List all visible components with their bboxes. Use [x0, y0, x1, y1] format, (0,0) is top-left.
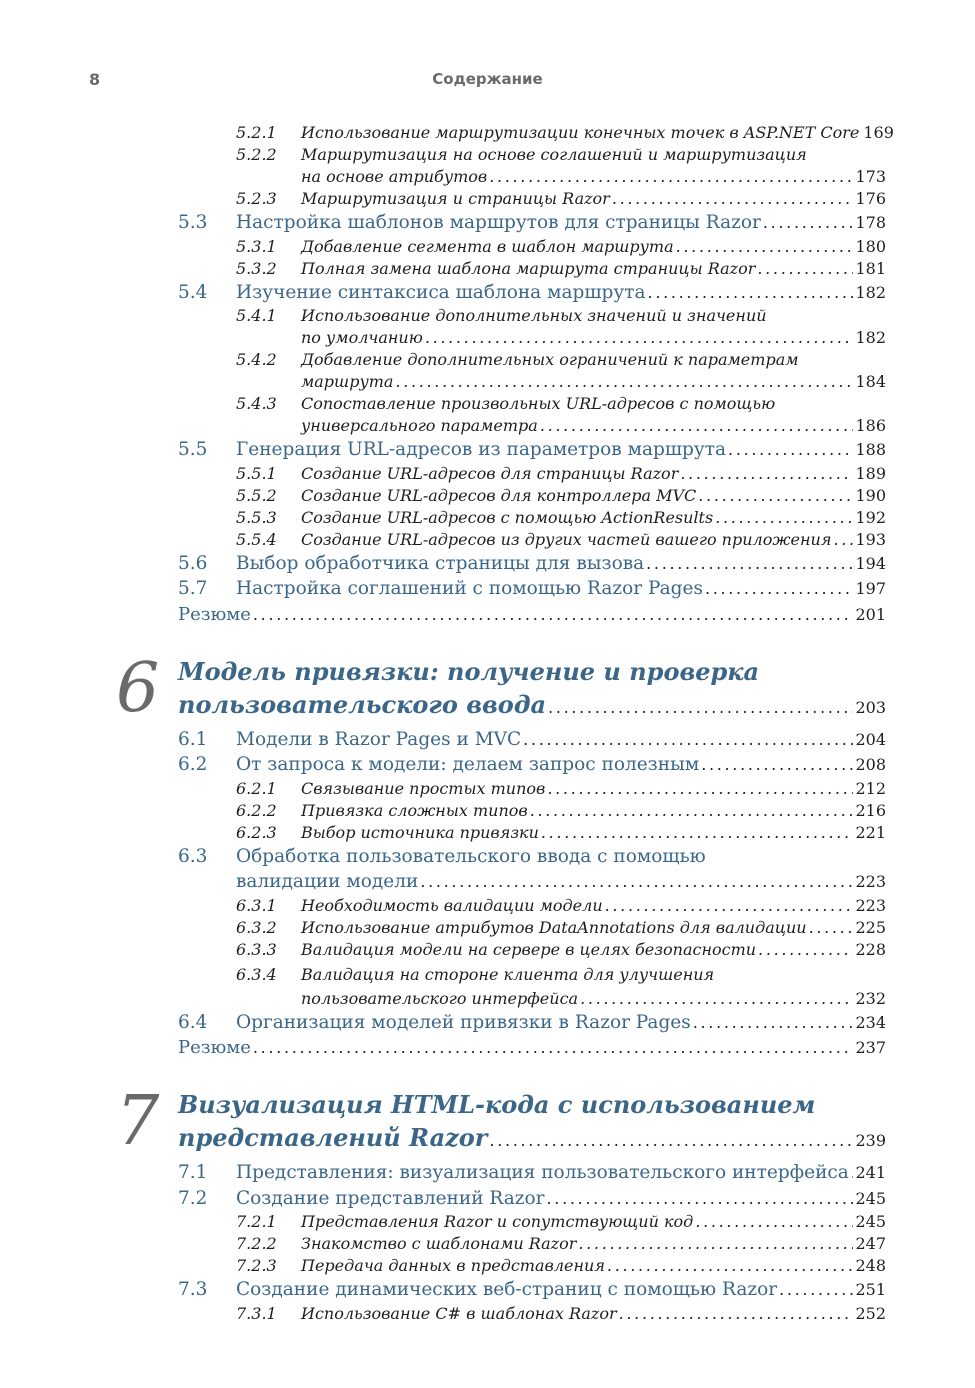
entry-title: Организация моделей привязки в Razor Pages	[236, 1011, 691, 1033]
entry-page: 173	[855, 167, 886, 186]
entry-page: 169	[863, 123, 894, 142]
entry-title: Обработка пользовательского ввода с помощью	[236, 845, 706, 867]
entry-title: Создание динамических веб-страниц с помощью Razor	[236, 1279, 778, 1300]
leader-dots	[705, 577, 853, 602]
leader-dots	[680, 463, 853, 485]
entry-page: 203	[855, 697, 886, 717]
entry-title: Генерация URL-адресов из параметров маршрута	[236, 439, 727, 460]
entry-title: Создание URL-адресов из других частей вашего приложения	[301, 529, 832, 549]
entry-title: Использование C# в шаблонах Razor	[301, 1303, 617, 1323]
toc-entry-5-4-3-cont[interactable]	[178, 415, 886, 437]
entry-page: 232	[855, 988, 886, 1008]
entry-number: 5.4.2	[236, 350, 277, 369]
toc-entry-5-5-4[interactable]	[178, 529, 886, 551]
entry-number: 7.2.3	[236, 1256, 277, 1275]
entry-title: Настройка соглашений с помощью Razor Pages	[236, 578, 703, 599]
leader-dots	[758, 939, 853, 961]
leader-dots	[540, 415, 854, 437]
entry-title: Маршрутизация и страницы Razor	[301, 189, 610, 208]
toc-entry-6-4[interactable]	[178, 1011, 886, 1036]
toc-entry-6-2-3[interactable]	[178, 822, 886, 844]
entry-number: 5.5.3	[236, 507, 277, 527]
entry-number: 6.2	[178, 754, 208, 775]
entry-page: 189	[855, 463, 886, 483]
entry-page: 247	[855, 1234, 886, 1253]
leader-dots	[253, 602, 854, 627]
chapter-6[interactable]	[116, 648, 886, 728]
leader-dots	[607, 1255, 854, 1277]
entry-page: 204	[855, 729, 886, 749]
toc-entry-6-3-2[interactable]	[178, 917, 886, 939]
leader-dots	[693, 1011, 854, 1036]
entry-title: Создание представлений Razor	[236, 1187, 545, 1209]
leader-dots	[523, 728, 853, 753]
entry-page: 237	[855, 1038, 886, 1057]
toc-entry-5-3[interactable]	[178, 211, 886, 236]
entry-page: 223	[855, 872, 886, 891]
entry-number: 5.4.1	[236, 306, 277, 325]
chapter-7[interactable]	[116, 1082, 886, 1161]
leader-dots	[530, 800, 854, 822]
entry-page: 225	[855, 917, 886, 937]
entry-title: Валидация на стороне клиента для улучшения	[301, 964, 715, 984]
chapter-title-line2: пользовательского ввода	[178, 689, 547, 719]
entry-title: Создание URL-адресов для контроллера MVC	[301, 485, 697, 505]
entry-title: Настройка шаблонов маршрутов для страницы Razor	[236, 212, 761, 233]
entry-page: 197	[855, 579, 886, 598]
entry-page: 176	[855, 189, 886, 208]
entry-page: 192	[855, 507, 886, 527]
entry-title: Резюме	[178, 1037, 251, 1058]
toc-entry-resume-6[interactable]	[178, 1035, 886, 1060]
entry-page: 181	[855, 258, 886, 278]
leader-dots	[489, 1124, 853, 1157]
leader-dots	[851, 1161, 854, 1186]
entry-number: 6.3.3	[236, 939, 277, 959]
leader-dots	[833, 529, 853, 551]
toc-entry-6-3-1[interactable]	[178, 895, 886, 917]
leader-dots	[547, 1187, 854, 1212]
leader-dots	[420, 870, 853, 895]
entry-page: 180	[855, 236, 886, 256]
toc-entry-5-2-2[interactable]	[178, 144, 886, 166]
entry-number: 7.2.2	[236, 1234, 277, 1253]
entry-page: 228	[855, 939, 886, 959]
toc-entry-6-3-3[interactable]	[178, 939, 886, 961]
entry-title: Передача данных в представления	[301, 1256, 605, 1275]
toc-entry-7-3[interactable]	[178, 1278, 886, 1303]
leader-dots	[648, 281, 854, 306]
entry-title: Модели в Razor Pages и MVC	[236, 728, 522, 750]
entry-number: 5.2.3	[236, 189, 277, 208]
entry-page: 252	[855, 1303, 886, 1323]
entry-page: 193	[855, 529, 886, 549]
entry-page: 186	[855, 416, 886, 435]
entry-number: 5.3.2	[236, 258, 277, 278]
leader-dots	[715, 507, 853, 529]
entry-number: 6.3.4	[236, 964, 277, 984]
toc-entry-5-5[interactable]	[178, 438, 886, 463]
toc-entry-6-3[interactable]	[178, 845, 886, 870]
toc-entry-5-4-2-cont[interactable]	[178, 371, 886, 393]
toc-entry-6-2-1[interactable]	[178, 778, 886, 800]
toc-entry-5-2-3[interactable]	[178, 188, 886, 210]
toc-entry-5-4-3[interactable]	[178, 393, 886, 415]
entry-number: 5.4.3	[236, 394, 277, 413]
toc-entry-7-1[interactable]	[178, 1161, 886, 1186]
chapter-number: 6	[116, 648, 160, 728]
entry-title-cont: по умолчанию	[301, 328, 423, 347]
toc-entry-7-2[interactable]	[178, 1187, 886, 1212]
entry-page: 223	[855, 895, 886, 915]
entry-title: Создание URL-адресов для страницы Razor	[301, 463, 679, 483]
leader-dots	[728, 438, 853, 463]
toc-entry-resume-5[interactable]	[178, 602, 886, 627]
entry-number: 6.3.1	[236, 895, 277, 915]
toc-entry-6-3-cont[interactable]	[178, 870, 886, 895]
entry-title: Привязка сложных типов	[301, 800, 528, 820]
entry-number: 5.2.2	[236, 145, 277, 164]
chapter-title-line2: представлений Razor	[178, 1123, 488, 1152]
toc-entry-5-4[interactable]	[178, 281, 886, 306]
toc-entry-6-1[interactable]	[178, 728, 886, 753]
toc-entry-5-2-1[interactable]	[178, 122, 894, 144]
entry-title: Представления: визуализация пользовательского интерфейса	[236, 1162, 849, 1183]
entry-number: 7.3	[178, 1279, 208, 1300]
entry-page: 208	[855, 755, 886, 774]
leader-dots	[676, 236, 854, 258]
toc-entry-6-3-4-cont[interactable]	[178, 988, 886, 1010]
toc-entry-5-4-2[interactable]	[178, 349, 886, 371]
entry-title: Создание URL-адресов с помощью ActionResults	[301, 507, 714, 527]
entry-page: 201	[855, 604, 886, 624]
entry-title: Связывание простых типов	[301, 778, 546, 798]
entry-page: 245	[855, 1212, 886, 1231]
toc-entry-6-3-4[interactable]	[178, 964, 886, 986]
entry-title-cont: универсального параметра	[301, 416, 538, 435]
leader-dots	[809, 917, 854, 939]
entry-title-cont: на основе атрибутов	[301, 167, 488, 186]
leader-dots	[578, 1233, 853, 1255]
page-number: 8	[89, 70, 101, 89]
entry-title: Добавление дополнительных ограничений к параметрам	[301, 350, 799, 369]
entry-title: Выбор источника привязки	[301, 822, 539, 842]
entry-number: 5.5.1	[236, 463, 277, 483]
toc-entry-5-4-1[interactable]	[178, 305, 886, 327]
entry-title: Сопоставление произвольных URL-адресов с помощью	[301, 394, 776, 413]
leader-dots	[605, 895, 854, 917]
entry-number: 5.3.1	[236, 236, 277, 256]
entry-title: Маршрутизация на основе соглашений и маршрутизация	[301, 145, 807, 164]
entry-number: 6.4	[178, 1011, 208, 1033]
entry-title: Добавление сегмента в шаблон маршрута	[301, 236, 674, 256]
leader-dots	[541, 822, 854, 844]
entry-number: 5.6	[178, 552, 208, 574]
toc-entry-5-5-2[interactable]	[178, 485, 886, 507]
toc-entry-5-7[interactable]	[178, 577, 886, 602]
entry-title-cont: маршрута	[301, 372, 394, 391]
entry-title-cont: валидации модели	[236, 871, 419, 892]
entry-page: 245	[855, 1188, 886, 1208]
entry-page: 239	[855, 1131, 886, 1150]
chapter-number: 7	[116, 1082, 160, 1161]
entry-page: 190	[855, 485, 886, 505]
toc-entry-5-3-2[interactable]	[178, 258, 886, 280]
entry-title: Использование дополнительных значений и значений	[301, 306, 767, 325]
entry-title: Представления Razor и сопутствующий код	[301, 1212, 694, 1231]
toc-entry-5-6[interactable]	[178, 552, 886, 577]
chapter-title-cont	[178, 1121, 886, 1157]
entry-page: 184	[855, 372, 886, 391]
entry-number: 7.3.1	[236, 1303, 277, 1323]
entry-number: 5.5	[178, 439, 208, 460]
toc-entry-5-5-1[interactable]	[178, 463, 886, 485]
toc-entry-5-3-1[interactable]	[178, 236, 886, 258]
table-of-contents	[116, 122, 894, 1325]
leader-dots	[695, 1211, 853, 1233]
entry-page: 216	[855, 800, 886, 820]
leader-dots	[547, 778, 853, 800]
entry-title: Выбор обработчика страницы для вызова	[236, 552, 645, 574]
entry-number: 7.1	[178, 1162, 208, 1183]
toc-entry-7-3-1[interactable]	[178, 1303, 886, 1325]
entry-number: 5.2.1	[236, 123, 277, 142]
entry-title: Полная замена шаблона маршрута страницы Razor	[301, 258, 756, 278]
entry-title: Необходимость валидации модели	[301, 895, 603, 915]
leader-dots	[580, 988, 853, 1010]
entry-page: 221	[855, 822, 886, 842]
leader-dots	[698, 485, 853, 507]
entry-title: От запроса к модели: делаем запрос полезным	[236, 754, 700, 775]
leader-dots	[253, 1035, 854, 1060]
entry-number: 6.2.3	[236, 822, 277, 842]
entry-number: 5.7	[178, 578, 208, 599]
running-head: Содержание	[432, 70, 543, 88]
entry-number: 5.5.2	[236, 485, 277, 505]
chapter-title: Модель привязки: получение и проверка	[178, 656, 760, 686]
entry-page: 234	[855, 1012, 886, 1032]
leader-dots	[763, 211, 854, 236]
entry-title: Резюме	[178, 603, 251, 625]
toc-entry-7-2-2[interactable]	[178, 1233, 886, 1255]
entry-number: 5.5.4	[236, 529, 277, 549]
entry-title-cont: пользовательского интерфейса	[301, 988, 579, 1008]
entry-number: 6.3	[178, 845, 208, 867]
toc-entry-5-5-3[interactable]	[178, 507, 886, 529]
leader-dots	[395, 371, 853, 393]
leader-dots	[701, 753, 853, 778]
chapter-title-cont	[178, 688, 886, 724]
toc-entry-7-2-3[interactable]	[178, 1255, 886, 1277]
entry-page: 248	[855, 1256, 886, 1275]
toc-entry-6-2[interactable]	[178, 753, 886, 778]
entry-page: 212	[855, 778, 886, 798]
entry-page: 241	[855, 1163, 886, 1182]
leader-dots	[489, 166, 853, 188]
entry-page: 178	[855, 213, 886, 232]
entry-title: Использование атрибутов DataAnnotations для валидации	[301, 917, 807, 937]
entry-title: Использование маршрутизации конечных точек в ASP.NET Core	[301, 123, 860, 142]
entry-title: Изучение синтаксиса шаблона маршрута	[236, 281, 646, 303]
leader-dots	[757, 258, 853, 280]
entry-number: 6.1	[178, 728, 208, 750]
leader-dots	[646, 552, 853, 577]
entry-number: 6.3.2	[236, 917, 277, 937]
toc-entry-5-4-1-cont[interactable]	[178, 327, 886, 349]
entry-number: 5.3	[178, 212, 208, 233]
entry-number: 7.2	[178, 1187, 208, 1209]
leader-dots	[612, 188, 854, 210]
entry-title: Валидация модели на сервере в целях безопасности	[301, 939, 757, 959]
toc-entry-7-2-1[interactable]	[178, 1211, 886, 1233]
leader-dots	[425, 327, 854, 349]
entry-title: Знакомство с шаблонами Razor	[301, 1234, 577, 1253]
entry-page: 182	[855, 282, 886, 302]
chapter-title: Визуализация HTML-кода с использованием	[178, 1090, 816, 1119]
entry-page: 194	[855, 553, 886, 573]
entry-number: 6.2.1	[236, 778, 277, 798]
toc-entry-6-2-2[interactable]	[178, 800, 886, 822]
leader-dots	[779, 1278, 853, 1303]
entry-page: 251	[855, 1280, 886, 1299]
entry-page: 182	[855, 328, 886, 347]
leader-dots	[548, 691, 853, 724]
leader-dots	[619, 1303, 854, 1325]
toc-entry-5-2-2-cont[interactable]	[178, 166, 886, 188]
entry-number: 7.2.1	[236, 1212, 277, 1231]
entry-page: 188	[855, 440, 886, 459]
entry-number: 5.4	[178, 281, 208, 303]
entry-number: 6.2.2	[236, 800, 277, 820]
